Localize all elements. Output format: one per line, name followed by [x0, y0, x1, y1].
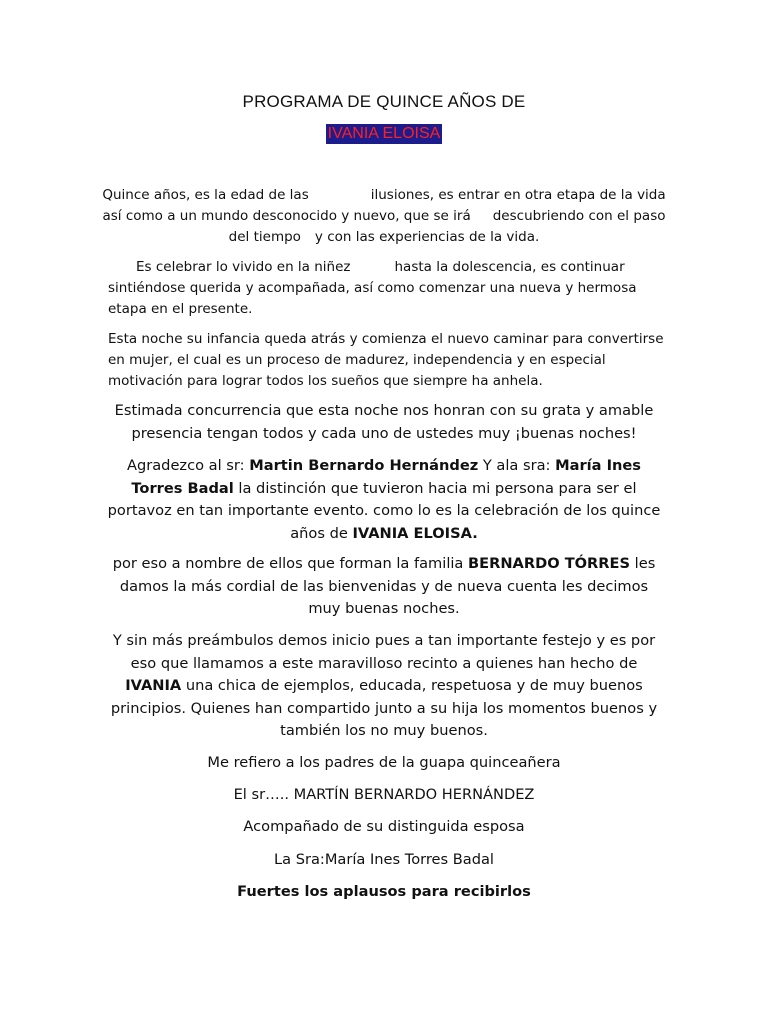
line-father: El sr….. MARTÍN BERNARDO HERNÁNDEZ	[233, 786, 535, 803]
honoree-first-name: IVANIA	[125, 677, 182, 695]
family-name: BERNARDO TÓRRES	[468, 555, 631, 572]
document-title: PROGRAMA DE QUINCE AÑOS DE	[242, 92, 526, 111]
paragraph-acknowledgement: Agradezco al sr: Martin Bernardo Hernández Y ala sra: María Ines Torres Badal la distinción que tuvieron hacia mi persona para ser el portavoz en tan importante evento. como lo es la celebración de los quince años de IVANIA ELOISA.	[107, 457, 661, 542]
paragraph-greeting: Estimada concurrencia que esta noche nos honran con su grata y amable presencia tengan todos y cada uno de ustedes muy ¡buenas noches!	[114, 402, 654, 442]
paragraph-intro: Quince años, es la edad de las ilusiones, es entrar en otra etapa de la vida así como a un mundo desconocido y nuevo, que se irá descubriendo con el paso del tiempo y con las experiencias de la vida.	[102, 187, 666, 245]
paragraph-introduction: Y sin más preámbulos demos inicio pues a tan importante festejo y es por eso que llamamos a este maravilloso recinto a quienes han hecho de IVANIA una chica de ejemplos, educada, respetuosa y de muy buenos principios. Quienes han compartido junto a su hija los momentos buenos y también los no muy buenos.	[110, 632, 658, 740]
name-banner-wrap	[0, 124, 768, 144]
honoree-name: IVANIA ELOISA.	[352, 524, 478, 542]
hostess-name: María Ines Torres Badal	[131, 457, 641, 497]
paragraph-welcome: por eso a nombre de ellos que forman la familia BERNARDO TÓRRES les damos la más cordial de las bienvenidas y de nueva cuenta les decimos muy buenas noches.	[112, 555, 656, 618]
paragraph-childhood: Esta noche su infancia queda atrás y comienza el nuevo caminar para convertirse en mujer, el cual es un proceso de madurez, independencia y en especial motivación para lograr todos los sueños que siempre ha anhela.	[108, 331, 664, 389]
line-parents: Me refiero a los padres de la guapa quinceañera	[207, 754, 561, 771]
line-applause: Fuertes los aplausos para recibirlos	[237, 883, 531, 900]
line-wife: Acompañado de su distinguida esposa	[243, 818, 525, 835]
host-name: Martin Bernardo Hernández	[249, 457, 479, 474]
line-mother: La Sra:María Ines Torres Badal	[273, 851, 494, 868]
paragraph-celebration: Es celebrar lo vivido en la niñez hasta la dolescencia, es continuar sintiéndose querida y acompañada, así como comenzar una nueva y hermosa etapa en el presente.	[108, 259, 637, 317]
name-banner: IVANIA ELOISA	[327, 125, 441, 142]
